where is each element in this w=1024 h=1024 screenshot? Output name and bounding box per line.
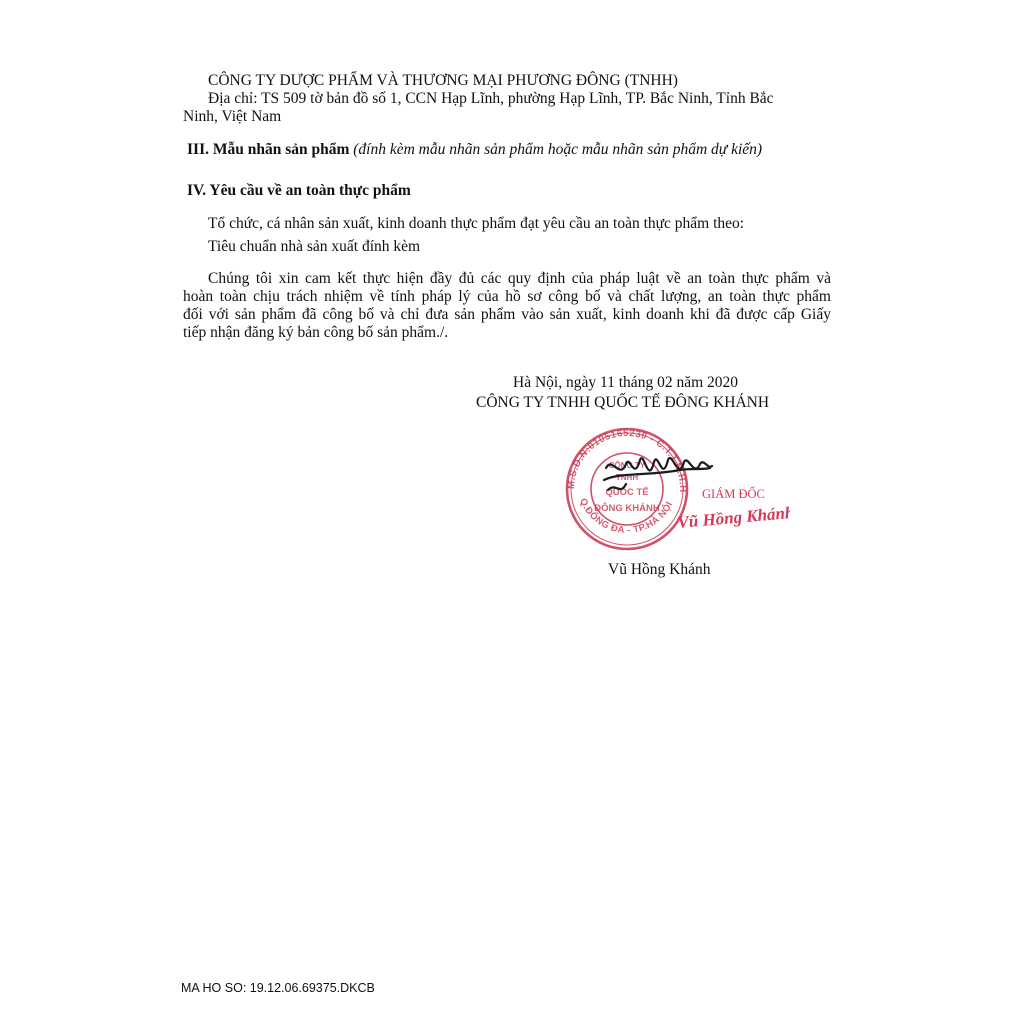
- place-date: Hà Nội, ngày 11 tháng 02 năm 2020: [513, 374, 738, 391]
- commitment-line2: hoàn toàn chịu trách nhiệm về tính pháp lý của hồ sơ công bố và chất lượng, an toàn thực phẩm: [183, 288, 831, 305]
- commitment-line1: Chúng tôi xin cam kết thực hiện đầy đủ các quy định của pháp luật về an toàn thực phẩm và: [208, 270, 831, 287]
- stamp-signature-area: [560, 420, 790, 555]
- producer-name: CÔNG TY DƯỢC PHẨM VÀ THƯƠNG MẠI PHƯƠNG ĐÔNG (TNHH): [208, 72, 678, 89]
- producer-address-line2: Ninh, Việt Nam: [183, 108, 282, 125]
- stamp-ring-bottom-text: Q.ĐỐNG ĐA - TP.HÀ NỘI: [577, 496, 676, 536]
- stamp-center-top: CÔNG TY: [608, 461, 646, 470]
- signing-company: CÔNG TY TNHH QUỐC TẾ ĐÔNG KHÁNH: [476, 394, 770, 411]
- director-title: GIÁM ĐỐC: [702, 487, 765, 501]
- stamp-ring-top-text: M.S.D.N:0105165230 - C.T.T.N.H.H: [565, 427, 689, 493]
- section4-line2: Tiêu chuẩn nhà sản xuất đính kèm: [208, 238, 421, 255]
- section3-row: [187, 141, 762, 159]
- section3-note: (đính kèm mẫu nhãn sản phẩm hoặc mẫu nhãn sản phẩm dự kiến): [353, 141, 763, 158]
- signed-name-script: Vũ Hồng Khánh: [676, 502, 790, 532]
- stamp-center-mid1: TNHH: [615, 473, 639, 482]
- signer-name: Vũ Hồng Khánh: [608, 561, 711, 578]
- document-code: MA HO SO: 19.12.06.69375.DKCB: [181, 981, 375, 995]
- section4-heading: IV. Yêu cầu về an toàn thực phẩm: [187, 182, 411, 199]
- company-stamp: [560, 420, 790, 555]
- commitment-line3: đối với sản phẩm đã công bố và chỉ đưa sản phẩm vào sản xuất, kinh doanh khi đã được cấp Giấy: [183, 306, 831, 323]
- commitment-line4: tiếp nhận đăng ký bản công bố sản phẩm./.: [183, 324, 449, 341]
- section4-line1: Tổ chức, cá nhân sản xuất, kinh doanh thực phẩm đạt yêu cầu an toàn thực phẩm theo:: [208, 215, 745, 232]
- stamp-center-mid2: QUỐC TẾ: [605, 487, 649, 498]
- section3-heading: III. Mẫu nhãn sản phẩm: [187, 141, 350, 158]
- stamp-center-bottom: ĐÔNG KHÁNH: [594, 503, 660, 514]
- producer-address-line1: Địa chỉ: TS 509 tờ bản đồ số 1, CCN Hạp Lĩnh, phường Hạp Lĩnh, TP. Bắc Ninh, Tỉnh Bắc: [208, 90, 774, 107]
